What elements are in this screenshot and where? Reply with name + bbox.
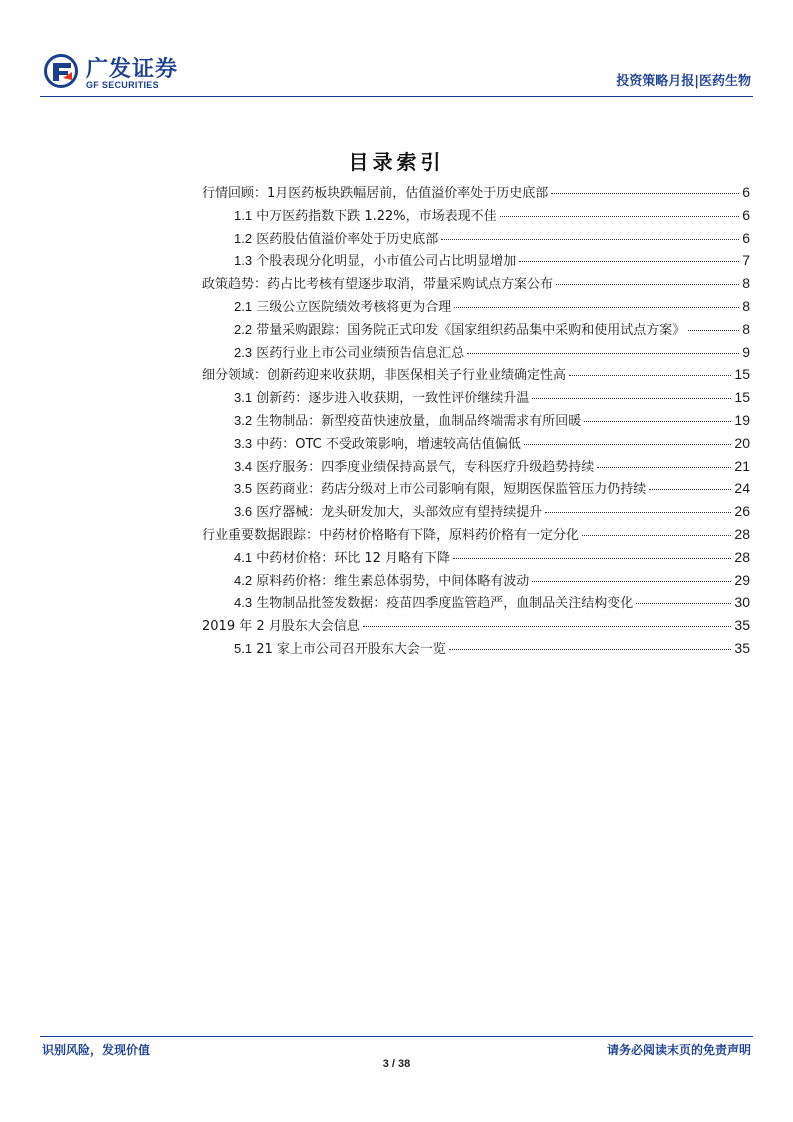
toc-page-number: 21 [734,457,750,474]
toc-page-number: 30 [734,594,750,611]
toc-page-number: 28 [734,525,750,542]
toc-entry-label: 中万医药指数下跌 1.22%，市场表现不佳 [256,208,497,224]
company-logo [44,52,184,92]
toc-entry-label: 三级公立医院绩效考核将更为合理 [256,299,452,315]
toc-entry-number: 3.1 [234,390,253,406]
toc-section[interactable] [202,272,750,295]
toc-entry-label: 医药股估值溢价率处于历史底部 [256,231,439,247]
toc-entry-title [202,183,548,206]
toc-entry-number: 4.2 [234,572,253,588]
logo-english-text: GF SECURITIES [86,80,159,90]
toc-entry-title [202,525,579,548]
toc-entry-label: 生物制品：新型疫苗快速放量，血制品终端需求有所回暖 [256,413,582,429]
toc-leader-dots [500,216,740,217]
toc-page-number: 7 [742,252,750,269]
toc-entry-label: 带量采购跟踪：国务院正式印发《国家组织药品集中采购和使用试点方案》 [256,322,686,338]
toc-subsection[interactable] [202,386,750,409]
toc-page-number: 8 [742,320,750,337]
toc-entry-number: 2.2 [234,321,253,337]
page-header [40,52,753,98]
toc-entry-title [234,478,646,502]
toc-entry-label: 医疗器械：龙头研发加大，头部效应有望持续提升 [256,505,543,521]
toc-leader-dots [545,512,731,513]
toc-title: 目录索引 [348,150,445,174]
toc-leader-dots [582,535,731,536]
toc-page-number: 26 [734,503,750,520]
toc-leader-dots [363,626,732,627]
toc-entry-label: 中药材价格：环比 12 月略有下降 [256,550,451,566]
header-divider [40,96,753,97]
toc-section[interactable] [202,523,750,546]
table-of-contents [202,181,750,660]
toc-entry-title [202,616,360,639]
toc-entry-number: 3.2 [234,412,253,428]
toc-subsection[interactable] [202,341,750,364]
toc-page-number: 9 [742,343,750,360]
toc-page-number: 35 [734,617,750,634]
toc-leader-dots [597,467,731,468]
toc-entry-title [234,228,438,252]
toc-leader-dots [532,398,731,399]
toc-entry-number: 3.6 [234,504,253,520]
toc-leader-dots [467,353,739,354]
toc-subsection[interactable] [202,569,750,592]
toc-entry-number: 1.1 [234,207,253,223]
toc-entry-label: 中药：OTC 不受政策影响，增速较高估值偏低 [256,436,521,452]
toc-leader-dots [449,649,732,650]
toc-subsection[interactable] [202,500,750,523]
toc-entry-number: 3.3 [234,435,253,451]
toc-entry-title [234,547,450,571]
toc-page-number: 19 [734,411,750,428]
toc-subsection[interactable] [202,637,750,660]
toc-entry-title [234,387,529,411]
toc-entry-number: 3.4 [234,458,253,474]
toc-page-number: 29 [734,571,750,588]
toc-leader-dots [519,261,739,262]
toc-entry-label: 行情回顾：1月医药板块跌幅居前，估值溢价率处于历史底部 [202,186,549,201]
toc-entry-number: 2.1 [234,298,253,314]
toc-entry-number: 1.3 [234,253,253,269]
toc-leader-dots [441,239,739,240]
toc-section[interactable] [202,181,750,204]
toc-page-number: 8 [742,275,750,292]
page-number: 3 / 38 [382,1058,411,1070]
toc-entry-title [234,319,685,343]
toc-subsection[interactable] [202,318,750,341]
toc-entry-title [234,342,464,366]
toc-section[interactable] [202,614,750,637]
toc-entry-label: 医疗服务：四季度业绩保持高景气，专科医疗升级趋势持续 [256,459,595,475]
toc-page-number: 15 [734,366,750,383]
toc-entry-label: 原料药价格：维生素总体弱势，中间体略有波动 [256,573,530,589]
toc-leader-dots [584,421,731,422]
toc-subsection[interactable] [202,477,750,500]
toc-entry-label: 创新药：逐步进入收获期，一致性评价继续升温 [256,391,530,407]
toc-leader-dots [556,284,739,285]
toc-subsection[interactable] [202,546,750,569]
toc-entry-label: 个股表现分化明显，小市值公司占比明显增加 [256,254,517,270]
toc-entry-number: 1.2 [234,230,253,246]
toc-page-number: 35 [734,639,750,656]
toc-page-number: 6 [742,206,750,223]
toc-leader-dots [551,193,739,194]
toc-entry-label: 行业重要数据跟踪：中药材价格略有下降，原料药价格有一定分化 [202,527,580,543]
toc-leader-dots [524,444,732,445]
toc-entry-label: 生物制品批签发数据：疫苗四季度监管趋严，血制品关注结构变化 [256,596,634,612]
toc-leader-dots [453,558,731,559]
toc-entry-title [234,570,529,594]
toc-entry-title [234,250,516,274]
toc-entry-label: 政策趋势：药占比考核有望逐步取消，带量采购试点方案公布 [202,277,554,293]
footer-divider [40,1036,753,1037]
toc-leader-dots [636,603,731,604]
toc-entry-number: 5.1 [234,640,253,656]
toc-entry-label: 医药商业：药店分级对上市公司影响有限，短期医保监管压力仍持续 [256,482,647,498]
toc-page-number: 8 [742,297,750,314]
toc-subsection[interactable] [202,204,750,227]
toc-entry-label: 21 家上市公司召开股东大会一览 [256,641,446,657]
toc-entry-title [202,365,566,388]
toc-leader-dots [649,489,731,490]
toc-entry-title [234,205,497,229]
toc-entry-label: 医药行业上市公司业绩预告信息汇总 [256,345,465,361]
toc-subsection[interactable] [202,249,750,272]
footer-disclaimer-note: 请务必阅读末页的免责声明 [606,1043,751,1057]
toc-subsection[interactable] [202,409,750,432]
toc-section[interactable] [202,363,750,386]
toc-entry-title [234,456,594,480]
toc-entry-number: 2.3 [234,344,253,360]
toc-entry-label: 2019 年 2 月股东大会信息 [202,619,360,635]
toc-page-number: 24 [734,480,750,497]
toc-leader-dots [688,330,739,331]
toc-leader-dots [569,375,731,376]
toc-subsection[interactable] [202,591,750,614]
toc-entry-title [202,274,553,297]
gf-logo-icon [44,54,78,88]
toc-entry-label: 细分领域：创新药迎来收获期，非医保相关子行业业绩确定性高 [202,368,567,384]
toc-entry-number: 3.5 [234,481,253,497]
toc-page-number: 6 [742,229,750,246]
toc-subsection[interactable] [202,227,750,250]
toc-subsection[interactable] [202,455,750,478]
toc-entry-number: 4.3 [234,595,253,611]
toc-entry-title [234,638,446,662]
toc-page-number: 15 [734,389,750,406]
toc-entry-title [234,592,633,616]
toc-entry-title [234,433,521,457]
toc-subsection[interactable] [202,432,750,455]
toc-page-number: 28 [734,548,750,565]
logo-chinese-text: 广发证券 [86,57,179,82]
toc-page-number: 6 [742,184,750,200]
toc-entry-title [234,410,581,434]
report-type-label: 投资策略月报|医药生物 [616,74,751,89]
toc-subsection[interactable] [202,295,750,318]
toc-page-number: 20 [734,434,750,451]
toc-leader-dots [454,307,739,308]
toc-leader-dots [532,581,731,582]
footer-slogan: 识别风险，发现价值 [42,1043,151,1057]
toc-entry-title [234,296,451,320]
toc-entry-number: 4.1 [234,549,253,565]
toc-entry-title [234,501,542,525]
